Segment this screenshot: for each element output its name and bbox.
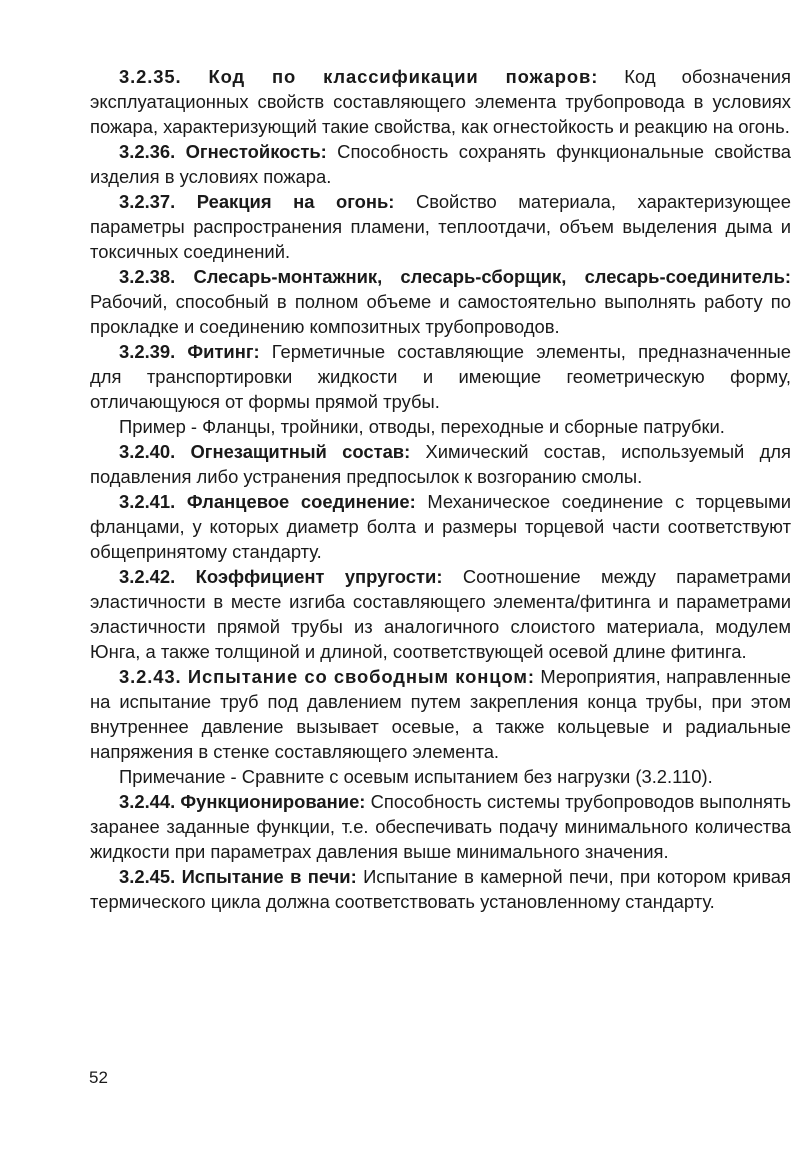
definition-text: Соотношение между параметрами эластичности в месте изгиба составляющего элемента/фитинга и параметрами эластичности прямой трубы из аналогичного слоистого материала, модулем Юнга, а также толщиной и длиной, соответствующей осевой длине фитинга. (90, 566, 792, 662)
term-label: 3.2.42. Коэффициент упругости: (119, 566, 443, 587)
definition-3-2-43 (90, 664, 791, 764)
remark-note: Примечание - Сравните с осевым испытанием без нагрузки (3.2.110). (119, 766, 713, 787)
definition-text: Способность системы трубопроводов выполнять заранее заданные функции, т.е. обеспечивать подачу минимального количества жидкости при параметрах давления выше минимального значения. (90, 791, 791, 862)
definition-3-2-45 (90, 864, 791, 914)
definition-3-2-36 (90, 139, 791, 189)
term-label: 3.2.43. Испытание со свободным концом: (119, 666, 535, 687)
definition-3-2-39 (90, 339, 791, 414)
definition-3-2-35 (90, 64, 791, 139)
term-label: 3.2.35. Код по классификации пожаров: (119, 66, 599, 87)
definition-text: Свойство материала, характеризующее параметры распространения пламени, теплоотдачи, объем выделения дыма и токсичных соединений. (90, 191, 791, 262)
term-label: 3.2.45. Испытание в печи: (119, 866, 357, 887)
definition-text: Мероприятия, направленные на испытание труб под давлением путем закрепления конца трубы, при этом внутреннее давление вызывает осевые, а также кольцевые и радиальные напряжения в стенке составляющего элемента. (90, 666, 791, 762)
definition-text: Испытание в камерной печи, при котором кривая термического цикла должна соответствовать установленному стандарту. (90, 866, 791, 912)
term-label: 3.2.36. Огнестойкость: (119, 141, 327, 162)
example-note: Пример - Фланцы, тройники, отводы, переходные и сборные патрубки. (119, 416, 725, 437)
page-number: 52 (89, 1068, 108, 1087)
definition-text: Способность сохранять функциональные свойства изделия в условиях пожара. (90, 141, 791, 187)
term-label: 3.2.37. Реакция на огонь: (119, 191, 395, 212)
term-label: 3.2.41. Фланцевое соединение: (119, 491, 416, 512)
definition-3-2-38 (90, 264, 791, 339)
definition-text: Код обозначения эксплуатационных свойств составляющего элемента трубопровода в условиях пожара, характеризующий такие свойства, как огнестойкость и реакцию на огонь. (90, 66, 791, 137)
definition-text: Механическое соединение с торцевыми фланцами, у которых диаметр болта и размеры торцевой части соответствуют общепринятому стандарту. (90, 491, 791, 562)
definition-3-2-41 (90, 489, 791, 564)
definition-text: Герметичные составляющие элементы, предназначенные для транспортировки жидкости и имеющие геометрическую форму, отличающуюся от формы прямой трубы. (90, 341, 791, 412)
document-body (90, 64, 791, 914)
definition-3-2-40 (90, 439, 791, 489)
term-label: 3.2.40. Огнезащитный состав: (119, 441, 411, 462)
definition-3-2-42 (90, 564, 791, 664)
definition-text: Рабочий, способный в полном объеме и самостоятельно выполнять работу по прокладке и соединению композитных трубопроводов. (90, 291, 791, 337)
term-label: 3.2.44. Функционирование: (119, 791, 366, 812)
definition-3-2-44 (90, 789, 791, 864)
definition-3-2-37 (90, 189, 791, 264)
term-label: 3.2.39. Фитинг: (119, 341, 260, 362)
definition-text: Химический состав, используемый для подавления либо устранения предпосылок к возгоранию смолы. (90, 441, 791, 487)
term-label: 3.2.38. Слесарь-монтажник, слесарь-сборщик, слесарь-соединитель: (119, 266, 791, 287)
